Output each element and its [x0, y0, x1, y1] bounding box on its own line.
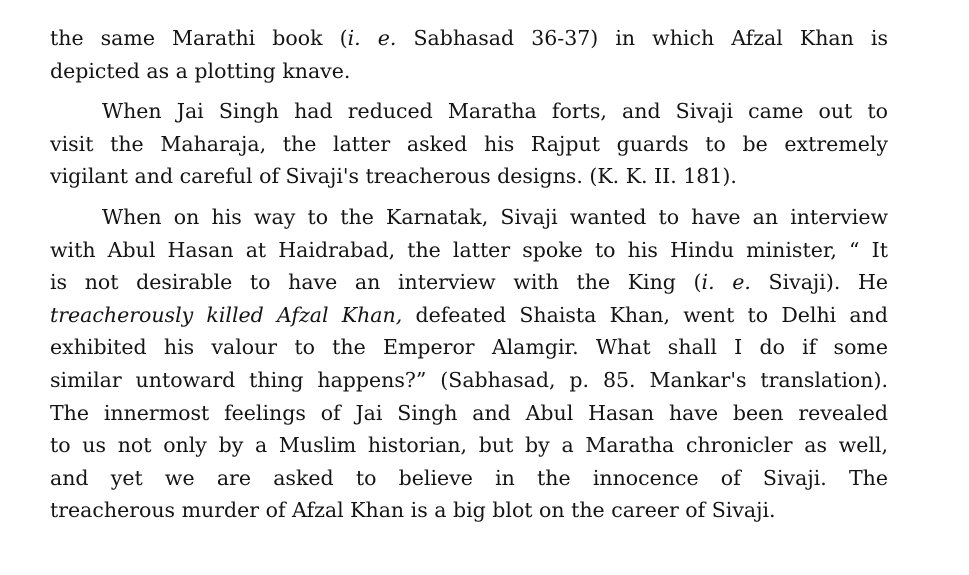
text-line: When Jai Singh had reduced Maratha forts, and Sivaji came out to — [102, 99, 888, 124]
text-line — [50, 266, 888, 299]
paragraph-gap — [50, 193, 888, 201]
paragraph-3 — [50, 201, 888, 527]
text-run: Sabhasad 36-37) in which Afzal Khan is — [396, 26, 888, 50]
text-line: vigilant and careful of Sivaji's treacherous designs. (K. K. II. 181). — [50, 164, 737, 189]
text-line: When on his way to the Karnatak, Sivaji wanted to have an interview — [102, 204, 888, 229]
text-line: exhibited his valour to the Emperor Alamgir. What shall I do if some — [50, 335, 888, 360]
paragraph-gap — [50, 87, 888, 95]
text-line: with Abul Hasan at Haidrabad, the latter spoke to his Hindu minister, “ It — [50, 237, 888, 262]
text-line — [50, 299, 888, 332]
document-page — [50, 22, 888, 527]
italic-text-run: treacherously killed Afzal Khan, — [50, 302, 403, 327]
italic-text-run: i. e. — [347, 26, 397, 50]
text-line: visit the Maharaja, the latter asked his Rajput guards to be extremely — [50, 131, 888, 156]
text-line: to us not only by a Muslim historian, but by a Maratha chronicler as well, — [50, 433, 888, 458]
paragraph-2 — [50, 95, 888, 193]
italic-text-run: i. e. — [701, 270, 751, 295]
text-run: Sivaji). He — [750, 270, 888, 295]
text-line: similar untoward thing happens?” (Sabhasad, p. 85. Mankar's translation). — [50, 367, 888, 392]
text-line: The innermost feelings of Jai Singh and Abul Hasan have been revealed — [50, 400, 888, 425]
paragraph-1 — [50, 22, 888, 87]
text-line: treacherous murder of Afzal Khan is a big blot on the career of Sivaji. — [50, 498, 776, 523]
text-line: and yet we are asked to believe in the innocence of Sivaji. The — [50, 465, 888, 490]
text-line — [50, 22, 888, 55]
text-run: the same Marathi book ( — [50, 26, 348, 50]
text-run: defeated Shaista Khan, went to Delhi and — [402, 302, 888, 327]
text-line: depicted as a plotting knave. — [50, 58, 351, 83]
text-run: is not desirable to have an interview with the King ( — [50, 270, 702, 295]
